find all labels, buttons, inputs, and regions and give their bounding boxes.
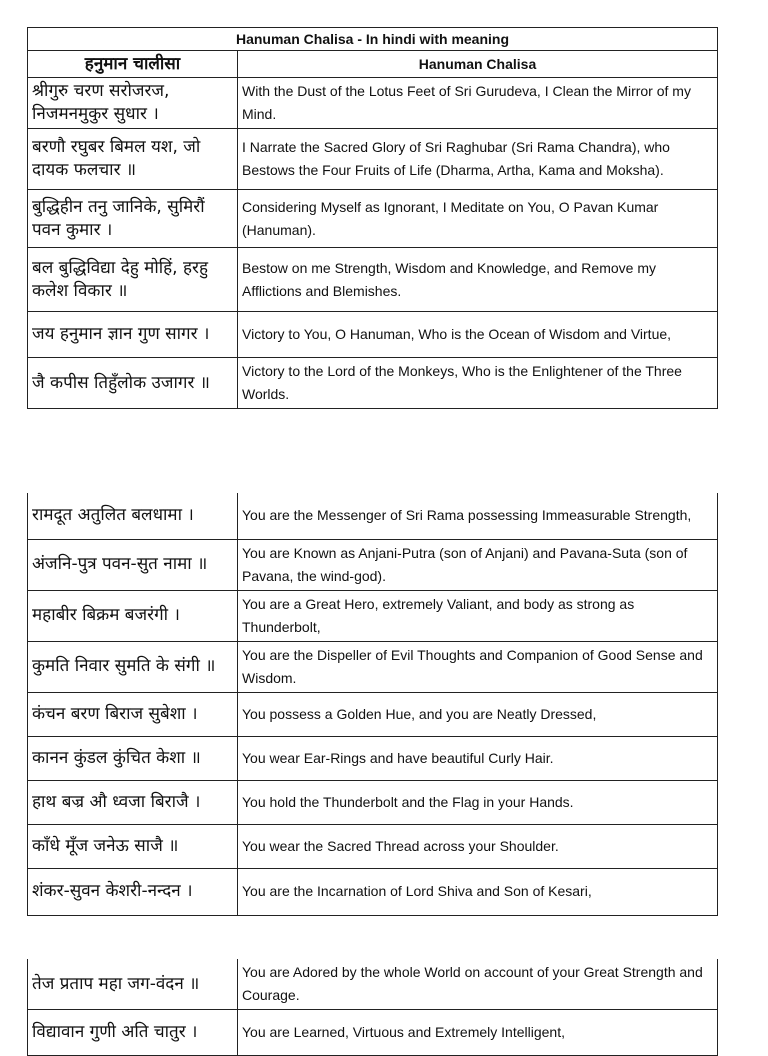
english-meaning: You are Adored by the whole World on account of your Great Strength and Courage. [238, 959, 718, 1010]
english-meaning: Victory to the Lord of the Monkeys, Who is the Enlightener of the Three Worlds. [238, 358, 718, 409]
chalisa-table-section-3 [27, 959, 718, 1056]
table-row [28, 312, 718, 358]
hindi-verse: कानन कुंडल कुंचित केशा ॥ [28, 736, 238, 780]
hindi-verse: जै कपीस तिहुँलोक उजागर ॥ [28, 358, 238, 409]
english-meaning: You wear the Sacred Thread across your Shoulder. [238, 824, 718, 868]
table-row [28, 78, 718, 129]
hindi-verse: विद्यावान गुणी अति चातुर । [28, 1010, 238, 1056]
hindi-verse: कुमति निवार सुमति के संगी ॥ [28, 641, 238, 692]
chalisa-table-section-1 [27, 27, 718, 409]
english-meaning: You are Learned, Virtuous and Extremely Intelligent, [238, 1010, 718, 1056]
english-meaning: You hold the Thunderbolt and the Flag in your Hands. [238, 780, 718, 824]
table-row [28, 129, 718, 190]
table-row [28, 190, 718, 248]
hindi-verse: अंजनि-पुत्र पवन-सुत नामा ॥ [28, 539, 238, 590]
hindi-verse: बुद्धिहीन तनु जानिके, सुमिरौं पवन कुमार । [28, 190, 238, 248]
table-row [28, 959, 718, 1010]
table-row [28, 539, 718, 590]
table-row [28, 590, 718, 641]
chalisa-table-section-2 [27, 493, 718, 916]
page-title: Hanuman Chalisa - In hindi with meaning [28, 28, 718, 51]
table-row [28, 358, 718, 409]
header-hindi: हनुमान चालीसा [28, 51, 238, 78]
english-meaning: You are the Incarnation of Lord Shiva and Son of Kesari, [238, 868, 718, 915]
table-row [28, 641, 718, 692]
english-meaning: You are the Dispeller of Evil Thoughts and Companion of Good Sense and Wisdom. [238, 641, 718, 692]
hindi-verse: काँधे मूँज जनेऊ साजै ॥ [28, 824, 238, 868]
hindi-verse: हाथ बज्र औ ध्वजा बिराजै । [28, 780, 238, 824]
hindi-verse: महाबीर बिक्रम बजरंगी । [28, 590, 238, 641]
hindi-verse: जय हनुमान ज्ञान गुण सागर । [28, 312, 238, 358]
table-row [28, 1010, 718, 1056]
english-meaning: You wear Ear-Rings and have beautiful Curly Hair. [238, 736, 718, 780]
english-meaning: Victory to You, O Hanuman, Who is the Ocean of Wisdom and Virtue, [238, 312, 718, 358]
table-row [28, 493, 718, 539]
english-meaning: Bestow on me Strength, Wisdom and Knowledge, and Remove my Afflictions and Blemishes. [238, 248, 718, 312]
header-english: Hanuman Chalisa [238, 51, 718, 78]
english-meaning: You are a Great Hero, extremely Valiant, and body as strong as Thunderbolt, [238, 590, 718, 641]
table-row [28, 248, 718, 312]
table-row [28, 736, 718, 780]
english-meaning: You are Known as Anjani-Putra (son of Anjani) and Pavana-Suta (son of Pavana, the wind-god). [238, 539, 718, 590]
english-meaning: You are the Messenger of Sri Rama possessing Immeasurable Strength, [238, 493, 718, 539]
english-meaning: Considering Myself as Ignorant, I Meditate on You, O Pavan Kumar (Hanuman). [238, 190, 718, 248]
hindi-verse: शंकर-सुवन केशरी-नन्दन । [28, 868, 238, 915]
table-row [28, 780, 718, 824]
english-meaning: You possess a Golden Hue, and you are Neatly Dressed, [238, 692, 718, 736]
hindi-verse: कंचन बरण बिराज सुबेशा । [28, 692, 238, 736]
hindi-verse: बरणौ रघुबर बिमल यश, जो दायक फलचार ॥ [28, 129, 238, 190]
hindi-verse: रामदूत अतुलित बलधामा । [28, 493, 238, 539]
hindi-verse: तेज प्रताप महा जग-वंदन ॥ [28, 959, 238, 1010]
table-row [28, 692, 718, 736]
hindi-verse: बल बुद्धिविद्या देहु मोहिं, हरहु कलेश विकार ॥ [28, 248, 238, 312]
english-meaning: I Narrate the Sacred Glory of Sri Raghubar (Sri Rama Chandra), who Bestows the Four Fruits of Life (Dharma, Artha, Kama and Moksha). [238, 129, 718, 190]
header-row [28, 51, 718, 78]
hindi-verse: श्रीगुरु चरण सरोजरज, निजमनमुकुर सुधार । [28, 78, 238, 129]
title-row [28, 28, 718, 51]
table-row [28, 824, 718, 868]
table-row [28, 868, 718, 915]
english-meaning: With the Dust of the Lotus Feet of Sri Gurudeva, I Clean the Mirror of my Mind. [238, 78, 718, 129]
